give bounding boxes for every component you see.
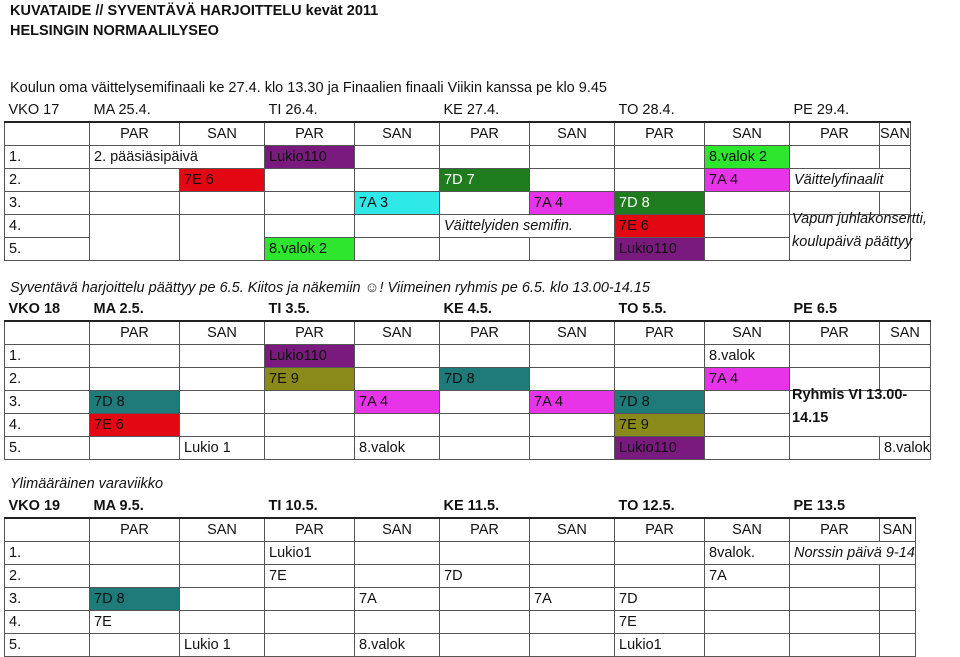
lesson-cell: 7E: [90, 611, 180, 634]
par-header: PAR: [440, 321, 530, 345]
day-wednesday: KE 4.5.: [443, 301, 492, 317]
friday-concert-note-2: koulupäivä päättyy: [792, 234, 913, 250]
par-header: PAR: [615, 321, 705, 345]
san-header: SAN: [705, 321, 790, 345]
day-monday: MA 9.5.: [93, 498, 144, 514]
table-row: [5, 122, 911, 146]
page-title: KUVATAIDE // SYVENTÄVÄ HARJOITTELU kevät 2011: [10, 3, 379, 19]
period-number: 5.: [5, 634, 90, 657]
period-number: 2.: [5, 565, 90, 588]
day-tuesday: TI 3.5.: [268, 301, 310, 317]
par-header: PAR: [265, 122, 355, 146]
week-label: VKO 17: [8, 102, 60, 118]
lesson-cell: 8.valok: [705, 345, 790, 368]
lesson-cell: 7D 8: [615, 192, 705, 215]
lesson-cell: Lukio 1: [180, 634, 265, 657]
day-monday: MA 2.5.: [93, 301, 144, 317]
table-row: [5, 169, 911, 192]
table-row: [5, 518, 916, 542]
san-header: SAN: [530, 321, 615, 345]
lesson-cell: 7A: [705, 565, 790, 588]
san-header: SAN: [180, 321, 265, 345]
par-header: PAR: [615, 122, 705, 146]
par-header: PAR: [265, 518, 355, 542]
holiday-note: 2. pääsiäsipäivä: [90, 146, 265, 169]
lesson-cell: 7E 6: [615, 215, 705, 238]
day-tuesday: TI 26.4.: [268, 102, 318, 118]
lesson-cell: 8.valok: [355, 634, 440, 657]
lesson-cell: 7D 8: [440, 368, 530, 391]
semifinal-note: Väittelyiden semifin.: [440, 215, 615, 238]
lesson-cell: Lukio1: [265, 542, 355, 565]
day-thursday: TO 5.5.: [618, 301, 667, 317]
san-header: SAN: [355, 518, 440, 542]
lesson-cell: Lukio1: [615, 634, 705, 657]
lesson-cell: Lukio110: [265, 146, 355, 169]
par-header: PAR: [790, 518, 880, 542]
lesson-cell: 7A 4: [705, 169, 790, 192]
day-thursday: TO 12.5.: [618, 498, 675, 514]
period-number: 1.: [5, 345, 90, 368]
lesson-cell: 7D 7: [440, 169, 530, 192]
week18-schedule-table: [4, 298, 931, 460]
lesson-cell: 7A 4: [530, 391, 615, 414]
lesson-cell: 7E 9: [265, 368, 355, 391]
table-row: [5, 542, 916, 565]
san-header: SAN: [180, 122, 265, 146]
par-header: PAR: [790, 122, 880, 146]
table-row: [5, 437, 931, 460]
lesson-cell: 7D 8: [90, 391, 180, 414]
period-number: 5.: [5, 238, 90, 261]
lesson-cell: 7A: [530, 588, 615, 611]
par-header: PAR: [265, 321, 355, 345]
period-number: 3.: [5, 391, 90, 414]
period-number: 1.: [5, 542, 90, 565]
day-tuesday: TI 10.5.: [268, 498, 318, 514]
friday-event-note: Väittelyfinaalit: [790, 169, 911, 192]
day-thursday: TO 28.4.: [618, 102, 675, 118]
lesson-cell: 8.valok 2: [705, 146, 790, 169]
day-monday: MA 25.4.: [93, 102, 151, 118]
lesson-cell: 8.valok 2: [265, 238, 355, 261]
week-label: VKO 19: [8, 498, 61, 514]
san-header: SAN: [880, 518, 916, 542]
san-header: SAN: [530, 122, 615, 146]
lesson-cell: 8.valok: [355, 437, 440, 460]
lesson-cell: 7D: [440, 565, 530, 588]
san-header: SAN: [355, 321, 440, 345]
lesson-cell: 7A 3: [355, 192, 440, 215]
lesson-cell: Lukio110: [615, 238, 705, 261]
table-row: [5, 238, 911, 261]
lesson-cell: Lukio 1: [180, 437, 265, 460]
day-friday: PE 13.5: [793, 498, 846, 514]
table-row: [5, 611, 916, 634]
table-row: [5, 215, 911, 238]
lesson-cell: 7E 9: [615, 414, 705, 437]
par-header: PAR: [790, 321, 880, 345]
lesson-cell: 7E 6: [180, 169, 265, 192]
lesson-cell: 7D 8: [615, 391, 705, 414]
period-number: 4.: [5, 414, 90, 437]
period-number: 1.: [5, 146, 90, 169]
period-number: 3.: [5, 588, 90, 611]
lesson-cell: Lukio110: [265, 345, 355, 368]
week-label: VKO 18: [8, 301, 61, 317]
table-row: [5, 588, 916, 611]
friday-concert-note: Vapun juhlakonsertti,: [792, 211, 927, 227]
lesson-cell: 7D 8: [90, 588, 180, 611]
period-number: 4.: [5, 611, 90, 634]
lesson-cell: 7A 4: [530, 192, 615, 215]
san-header: SAN: [530, 518, 615, 542]
par-header: PAR: [440, 518, 530, 542]
par-header: PAR: [90, 321, 180, 345]
par-header: PAR: [90, 122, 180, 146]
san-header: SAN: [880, 122, 911, 146]
lesson-cell: 7E: [265, 565, 355, 588]
table-row: [5, 345, 931, 368]
table-row: [5, 321, 931, 345]
week17-schedule-table: [4, 99, 911, 261]
san-header: SAN: [355, 122, 440, 146]
san-header: SAN: [705, 122, 790, 146]
week17-intro: Koulun oma väittelysemifinaali ke 27.4. klo 13.30 ja Finaalien finaali Viikin kanssa pe klo 9.45: [10, 80, 607, 96]
lesson-cell: 8.valok: [880, 437, 931, 460]
table-row: [5, 146, 911, 169]
school-name: HELSINGIN NORMAALILYSEO: [10, 23, 219, 39]
period-number: 5.: [5, 437, 90, 460]
table-row: [5, 634, 916, 657]
par-header: PAR: [615, 518, 705, 542]
friday-ryhmis-note-2: 14.15: [792, 410, 829, 426]
day-friday: PE 29.4.: [793, 102, 850, 118]
lesson-cell: 7A 4: [355, 391, 440, 414]
table-row: [5, 192, 911, 215]
lesson-cell: 8valok.: [705, 542, 790, 565]
table-row: [5, 565, 916, 588]
week19-schedule-table: [4, 495, 916, 657]
par-header: PAR: [90, 518, 180, 542]
friday-ryhmis-note: Ryhmis VI 13.00-: [792, 387, 908, 403]
lesson-cell: 7A: [355, 588, 440, 611]
san-header: SAN: [880, 321, 931, 345]
lesson-cell: 7E: [615, 611, 705, 634]
period-number: 2.: [5, 368, 90, 391]
week19-intro: Ylimääräinen varaviikko: [10, 476, 164, 492]
lesson-cell: 7D: [615, 588, 705, 611]
day-wednesday: KE 11.5.: [443, 498, 500, 514]
table-row: [5, 99, 911, 122]
lesson-cell: 7E 6: [90, 414, 180, 437]
table-row: [5, 495, 916, 518]
period-number: 3.: [5, 192, 90, 215]
period-number: 2.: [5, 169, 90, 192]
lesson-cell: Lukio110: [615, 437, 705, 460]
lesson-cell: 7A 4: [705, 368, 790, 391]
san-header: SAN: [705, 518, 790, 542]
period-number: 4.: [5, 215, 90, 238]
week18-intro: Syventävä harjoittelu päättyy pe 6.5. Kiitos ja näkemiin ☺! Viimeinen ryhmis pe 6.5. klo 13.00-14.15: [10, 280, 650, 296]
san-header: SAN: [180, 518, 265, 542]
day-wednesday: KE 27.4.: [443, 102, 500, 118]
table-row: [5, 298, 931, 321]
day-friday: PE 6.5: [793, 301, 838, 317]
friday-event-note: Norssin päivä 9-14: [790, 542, 916, 565]
par-header: PAR: [440, 122, 530, 146]
